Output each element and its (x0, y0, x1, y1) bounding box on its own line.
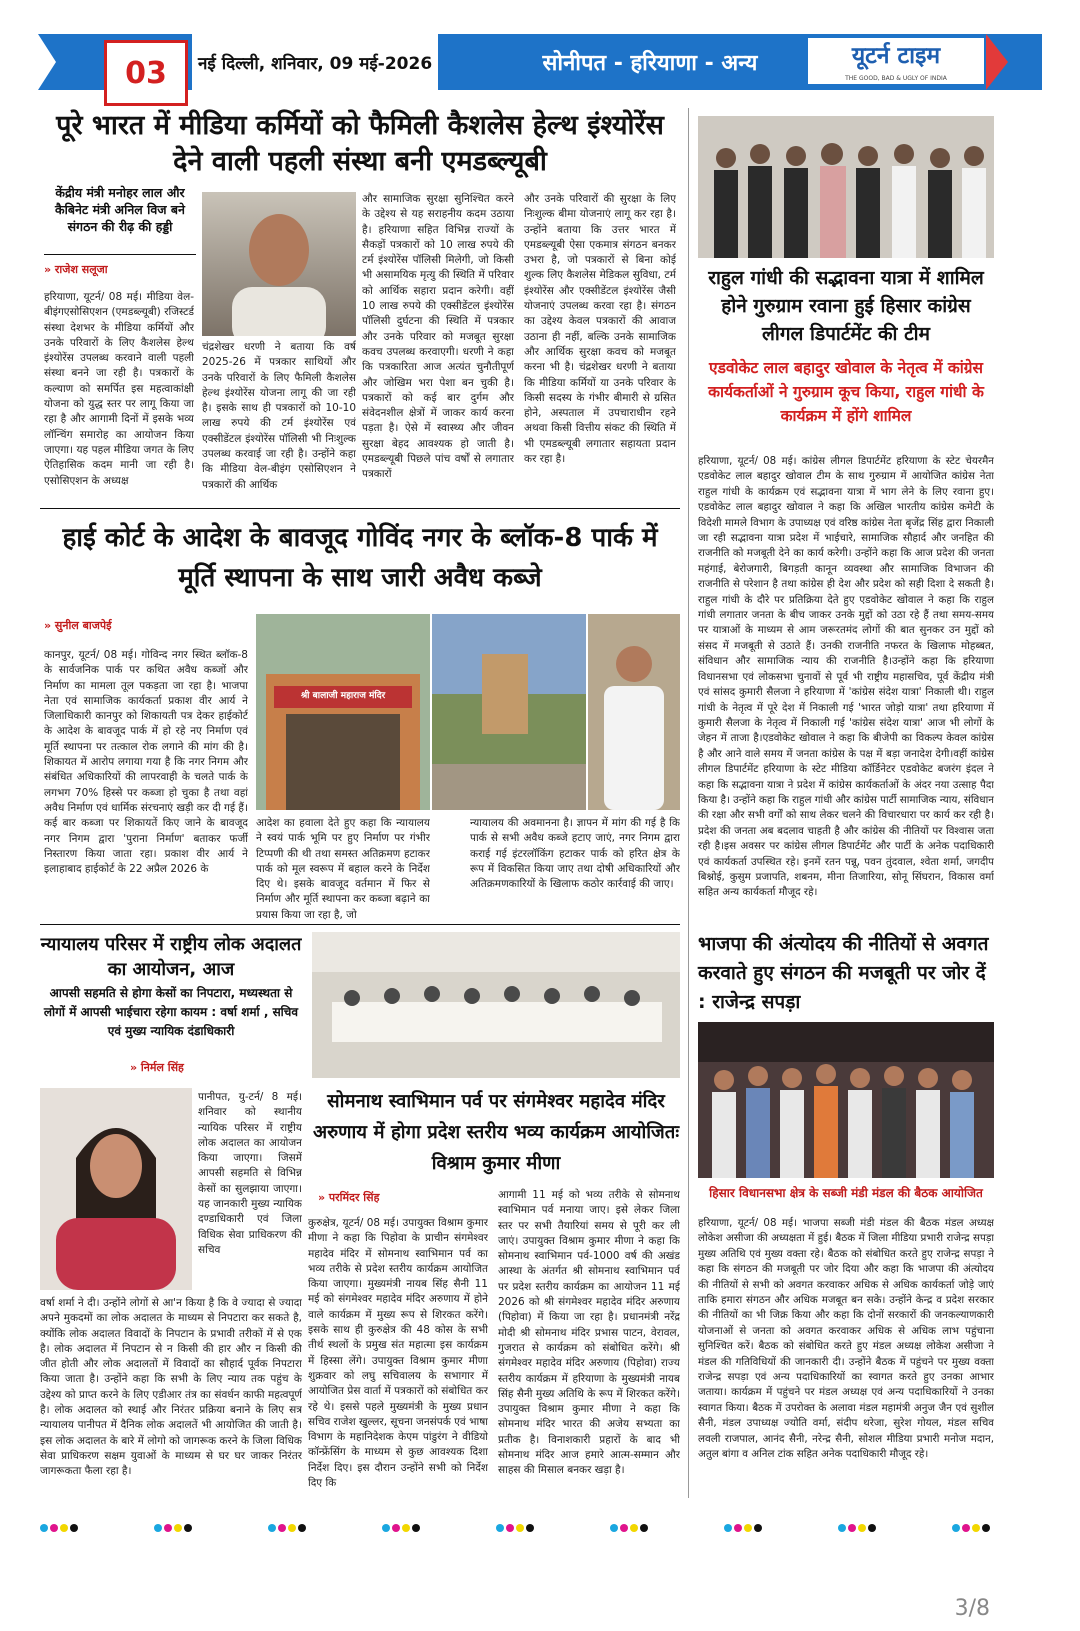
story5-photo (312, 932, 680, 1078)
story6-body: हरियाणा, यूटर्न/ 08 मई। भाजपा सब्जी मंडी मंडल की बैठक मंडल अध्यक्ष लोकेश असीजा की अध्यक्षता में हुई। बैठक में जिला मीडिया प्रभारी राजेन्द्र सपड़ा मुख्य अतिथि एवं मुख्य वक्ता रहे। बैठक को संबोधित करते हुए राजेन्द्र सपड़ा ने कहा कि संगठन की मजबूती पर जोर दिया और कहा कि भाजपा की अंत्योदय की नीतियों से सभी को अवगत करवाकर अधिक से अधिक कार्यकर्ता जोड़े जाएं ताकि हमारा संगठन और अधिक मजबूत बन सके। उन्होंने केन्द्र व प्रदेश सरकार की नीतियों का भी जिक्र किया और कहा कि दोनों सरकारों की जनकल्याणकारी योजनाओं से जनता को अवगत करवाकर अधिक से अधिक लाभ पहुंचाना सुनिश्चित करें। बैठक को संबोधित करते हुए मंडल अध्यक्ष लोकेश असीजा ने मंडल की गतिविधियों की जानकारी दी। उन्होंने बैठक में पहुंचने पर मुख्य वक्ता राजेन्द्र सपड़ा एवं अन्य पदाधिकारियों का स्वागत करते हुए उनका आभार जताया। कार्यक्रम में पहुंचने पर मंडल अध्यक्ष एवं अन्य पदाधिकारियों ने उनका स्वागत किया। बैठक में उपरोक्त के अलावा मंडल महामंत्री अनुज जैन एवं सुशील सैनी, मंडल उपाध्यक्ष ज्योति वर्मा, संदीप थरेजा, सुरेश गोयल, मंडल सचिव लवली राजपाल, आनंद सैनी, नरेन्द्र सैनी, सोशल मीडिया प्रभारी मनोज मदान, अतुल बांगा व अनिल टांक सहित अनेक पदाधिकारी मौजूद रहे। (698, 1217, 994, 1461)
story5-col2: आगामी 11 मई को भव्य तरीके से सोमनाथ स्वाभिमान पर्व मनाया जाए। इसे लेकर जिला स्तर पर सभी तैयारियां समय से पूरी कर ली जाएं। उपायुक्त विश्राम कुमार मीणा ने कहा कि सोमनाथ स्वाभिमान पर्व-1000 वर्ष की अखंड आस्था के अंतर्गत श्री सोमनाथ स्वाभिमान पर्व पर प्रदेश स्तरीय कार्यक्रम का आयोजन 11 मई 2026 को श्री संगमेश्वर महादेव मंदिर अरुणाय (पिहोवा) में किया जा रहा है। प्रधानमंत्री नरेंद्र मोदी श्री सोमनाथ मंदिर प्रभास पाटन, वेरावल, गुजरात से कार्यक्रम को संबोधित करेंगे। श्री संगमेश्वर महादेव मंदिर अरुणाय (पिहोवा) राज्य स्तरीय कार्यक्रम में हरियाणा के मुख्यमंत्री नायब सिंह सैनी मुख्य अतिथि के रूप में शिरकत करेंगे। उपायुक्त विश्राम कुमार मीणा ने कहा कि सोमनाथ मंदिर भारत की अजेय सभ्यता का प्रतीक है। विनाशकारी प्रहारों के बाद भी सोमनाथ मंदिर आज हमारे आत्म-सम्मान और साहस की मिसाल बनकर खड़ा है। (498, 1189, 680, 1477)
story6-photo (698, 1022, 994, 1178)
story4-subhead: आपसी सहमति से होगा केसों का निपटारा, मध्यस्थता से लोगों में आपसी भाईचारा रहेगा कायम : वर्षा शर्मा , सचिव एवं मुख्य न्यायिक दंडाधिकारी (43, 986, 299, 1038)
story4-body: वर्षा शर्मा ने दी। उन्होंने लोगों से आ'न किया है कि वे ज्यादा से ज्यादा अपने मुकदमों का लोक अदालत के माध्यम से निपटारा कर सकते है, क्योंकि लोक अदालत विवादों के निपटान के प्रभावी तरीकों में से एक है। लोक अदालत में निपटान से न किसी की हार और न किसी की जीत होती और लोक अदालतों में विवादों का सौहार्द पूर्वक निपटारा किया जाता है। उन्होंने कहा कि सभी के लिए न्याय तक पहुंच के उद्देश्य को प्राप्त करने के लिए एडीआर तंत्र का संवर्धन काफी महत्वपूर्ण है। लोक अदालत को स्थाई और निरंतर प्रक्रिया बनाने के लिए सत्र न्यायालय पानीपत में दैनिक लोक अदालतें भी आयोजित की जाती है। इस लोक अदालत के बारे में लोगो को जागरूक करने के जिला विधिक सेवा प्राधिकरण सक्षम युवाओं के माध्यम से घर घर जाकर निरंतर जागरूकता फैला रहा है। (40, 1297, 302, 1478)
masthead-arrow-right (986, 34, 1008, 90)
portrait-image (202, 192, 356, 336)
column-divider (688, 108, 689, 1498)
page-indicator: 3/8 (954, 1596, 990, 1621)
story1-headline: पूरे भारत में मीडिया कर्मियों को फैमिली कैशलेस हेल्थ इंश्योरेंस देने वाली पहली संस्था बनी एमडब्ल्यूबी (56, 110, 664, 177)
temple-gate-image (256, 614, 430, 810)
story6-headline: भाजपा की अंत्योदय की नीतियों से अवगत करवाते हुए संगठन की मजबूती पर जोर दें : राजेन्द्र सपड़ा (698, 933, 989, 1013)
story4-byline: » निर्मल सिंह (130, 1061, 184, 1074)
park-image (432, 614, 586, 810)
newspaper-logo (808, 38, 984, 84)
story2-headline: राहुल गांधी की सद्भावना यात्रा में शामिल होने गुरुग्राम रवाना हुई हिसार कांग्रेस लीगल डिपार्टमेंट की टीम (708, 267, 984, 345)
divider (40, 924, 680, 925)
divider (40, 508, 680, 509)
story3-headline: हाई कोर्ट के आदेश के बावजूद गोविंद नगर के ब्लॉक-8 पार्क में मूर्ति स्थापना के साथ जारी अवैध कब्जे (62, 523, 658, 593)
logo-tagline: THE GOOD, BAD & UGLY OF INDIA (845, 75, 947, 82)
registration-marks (38, 1520, 1042, 1534)
story3-photo-park (432, 614, 586, 810)
story2-photo (698, 116, 994, 258)
story5-col1: कुरुक्षेत्र, यूटर्न/ 08 मई। उपायुक्त विश्राम कुमार मीणा ने कहा कि पिहोवा के प्राचीन संगमेश्वर महादेव मंदिर में सोमनाथ स्वाभिमान पर्व का भव्य तरीके से प्रदेश स्तरीय कार्यक्रम आयोजित किया जाएगा। मुख्यमंत्री नायब सिंह सैनी 11 मई को संगमेश्वर महादेव मंदिर अरुणाय में होने वाले कार्यक्रम में मुख्य रूप से शिरकत करेंगे। इसके साथ ही कुरुक्षेत्र की 48 कोस के सभी तीर्थ स्थलों के प्रमुख संत महात्मा इस कार्यक्रम में हिस्सा लेंगे। उपायुक्त विश्राम कुमार मीणा शुक्रवार को लघु सचिवालय के सभागार में आयोजित प्रेस वार्ता में पत्रकारों को संबोधित कर रहे थे। इससे पहले मुख्यमंत्री के मुख्य प्रधान सचिव राजेश खुल्लर, सूचना जनसंपर्क एवं भाषा विभाग के महानिदेशक केएम पांडुरंग ने वीडियो कॉन्फ्रेंसिंग के माध्यम से कुछ आवश्यक दिशा निर्देश दिए। इस दौरान उन्होंने सभी को निर्देश दिए कि (308, 1217, 488, 1490)
page-number: 03 (104, 40, 188, 106)
story3-photo-temple (256, 614, 430, 810)
story4-photo (40, 1088, 192, 1290)
story6-caption: हिसार विधानसभा क्षेत्र के सब्जी मंडी मंडल की बैठक आयोजित (709, 1186, 983, 1200)
story2-body: हरियाणा, यूटर्न/ 08 मई। कांग्रेस लीगल डिपार्टमेंट हरियाणा के स्टेट चेयरमैन एडवोकेट लाल बहादुर खोवाल टीम के साथ गुरुग्राम में आयोजित कांग्रेस नेता राहुल गांधी के कार्यक्रम एवं सद्भावना यात्रा में भाग लेने के लिए रवाना हुए।एडवोकेट लाल बहादुर खोवाल ने कहा कि अखिल भारतीय कांग्रेस कमेटी के विदेशी मामले विभाग के उपाध्यक्ष एवं वरिष्ठ कांग्रेस नेता बृजेंद्र सिंह द्वारा निकाली जा रही सद्भावना यात्रा प्रदेश में भाईचारे, सामाजिक सौहार्द और जनहित की राजनीति को मजबूती देने का कार्य करेगी। उन्होंने कहा कि आज प्रदेश की जनता महंगाई, बेरोजगारी, बिगड़ती कानून व्यवस्था और सामाजिक विभाजन की राजनीति से परेशान है तथा कांग्रेस ही देश और प्रदेश को सही दिशा दे सकती है। राहुल गांधी के दौरे पर प्रतिक्रिया देते हुए एडवोकेट खोवाल ने कहा कि राहुल गांधी लगातार जनता के बीच जाकर उनके मुद्दों को उठा रहे हैं तथा समय-समय पर यात्राओं के माध्यम से आम जरूरतमंद लोगों की बात सुनकर उन मुद्दों को संसद में मजबूती से उठाते हैं। उनकी राजनीति नफरत के खिलाफ मोहब्बत, संविधान और सामाजिक न्याय की राजनीति है।उन्होंने कहा कि हरियाणा विधानसभा एवं लोकसभा चुनावों से पूर्व भी राष्ट्रीय महासचिव, पूर्व केंद्रीय मंत्री एवं सांसद कुमारी सैलजा ने हरियाणा में 'कांग्रेस संदेश यात्रा' निकाली थी। राहुल गांधी के नेतृत्व में पूरे देश में निकाली गई 'भारत जोड़ो यात्रा' तथा हरियाणा में कुमारी सैलजा के नेतृत्व में निकाली गई 'कांग्रेस संदेश यात्रा' आज भी लोगों के जेहन में ताजा है।एडवोकेट खोवाल ने कहा कि बीजेपी का विकल्प केवल कांग्रेस है और आने वाले समय में जनता कांग्रेस के पक्ष में बड़ा जनादेश देगी।वहीं कांग्रेस लीगल डिपार्टमेंट हरियाणा के स्टेट मीडिया कॉर्डिनेटर एडवोकेट बजरंग इंदल ने कहा कि सद्भावना यात्रा ने प्रदेश में कांग्रेस कार्यकर्ताओं के अंदर नया उत्साह पैदा किया है। उन्होंने कहा कि राहुल गांधी और कांग्रेस पार्टी सामाजिक न्याय, संविधान की रक्षा और सभी वर्गों को साथ लेकर चलने की विचारधारा पर कार्य कर रही है। प्रदेश की जनता अब बदलाव चाहती है और कांग्रेस की नीतियों पर विश्वास जता रही है।इस अवसर पर कांग्रेस लीगल डिपार्टमेंट और पार्टी के अनेक पदाधिकारी एवं कार्यकर्ता उपस्थित रहे। इनमें रतन पन्नू, पवन तुंदवाल, श्वेता शर्मा, जगदीप बिश्नोई, कुसुम प्रजापति, शबनम, मीना तिजारिया, सोनू सिंघरान, विकास वर्मा सहित अन्य कार्यकर्ता मौजूद रहे। (698, 455, 994, 899)
registration-dots-icon (38, 1521, 1042, 1535)
meeting-hall-image (312, 932, 680, 1078)
story4-headline: न्यायालय परिसर में राष्ट्रीय लोक अदालत का आयोजन, आज (40, 934, 302, 980)
group-photo-image (698, 116, 994, 258)
story1-col3: और सामाजिक सुरक्षा सुनिश्चित करने के उद्देश्य से यह सराहनीय कदम उठाया है। हरियाणा सहित विभिन्न राज्यों के सैकड़ों पत्रकारों को 10 लाख रुपये की टर्म इंश्योरेंस पॉलिसी मिलेगी, जो किसी भी असामयिक मृत्यु की स्थिति में परिवार को आर्थिक सहारा प्रदान करेगी। वहीं 10 लाख रुपये की एक्सीडेंटल इंश्योरेंस पॉलिसी दुर्घटना की स्थिति में पत्रकार और उनके परिवार को मजबूत सुरक्षा कवच उपलब्ध करवाएगी। धरणी ने कहा कि पत्रकारिता आज अत्यंत चुनौतीपूर्ण और जोखिम भरा पेशा बन चुकी है। पत्रकारों को कई बार दुर्गम और संवेदनशील क्षेत्रों में जाकर कार्य करना पड़ता है। ऐसे में स्वास्थ्य और जीवन सुरक्षा बेहद आवश्यक हो जाती है। एमडब्ल्यूबी पिछले पांच वर्षों से लगातार पत्रकारों (362, 193, 514, 481)
story4-col-right: पानीपत, यु-टर्न/ 8 मई। शनिवार को स्थानीय न्यायिक परिसर में राष्ट्रीय लोक अदालत का आयोजन किया जाएगा। जिसमें आपसी सहमति से विभिन्न केसों का सुलझाया जाएगा। यह जानकारी मुख्य न्यायिक दण्डाधिकारी एवं जिला विधिक सेवा प्राधिकरण की सचिव (198, 1091, 302, 1256)
story3-photo-person (588, 614, 680, 810)
story2-subhead: एडवोकेट लाल बहादुर खोवाल के नेतृत्व में कांग्रेस कार्यकर्ताओं ने गुरुग्राम कूच किया, राहुल गांधी के कार्यक्रम में होंगे शामिल (708, 359, 984, 425)
divider (44, 254, 196, 255)
woman-portrait-image (40, 1088, 192, 1290)
story3-col1: कानपुर, यूटर्न/ 08 मई। गोविन्द नगर स्थित ब्लॉक-8 के सार्वजनिक पार्क पर कथित अवैध कब्जों और निर्माण का मामला तूल पकड़ता जा रहा है। भाजपा नेता एवं सामाजिक कार्यकर्ता प्रकाश वीर आर्य ने जिलाधिकारी कानपुर को शिकायती पत्र देकर हाईकोर्ट के आदेश के बावजूद पार्क में हो रहे नए निर्माण एवं मूर्ति स्थापना पर तत्काल रोक लगाने की मांग की है। शिकायत में आरोप लगाया गया है कि नगर निगम और संबंधित अधिकारियों की लापरवाही के चलते पार्क के लगभग 70% हिस्से पर कब्जा हो चुका है तथा वहां अवैध निर्माण एवं धार्मिक संरचनाएं खड़ी कर दी गई हैं। कई बार कब्जा पर शिकायतें किए जाने के बावजूद नगर निगम द्वारा 'पुराना निर्माण' बताकर फर्जी निस्तारण किया जाता रहा। प्रकाश वीर आर्य ने इलाहाबाद हाईकोर्ट के 22 अप्रैल 2026 के (44, 649, 248, 876)
story1-col4: और उनके परिवारों की सुरक्षा के लिए निःशुल्क बीमा योजनाएं लागू कर रहा है। उन्होंने बताया कि उत्तर भारत में एमडब्ल्यूबी ऐसा एकमात्र संगठन बनकर उभरा है, जो पत्रकारों से बिना कोई शुल्क लिए कैशलेस मेडिकल सुविधा, टर्म इंश्योरेंस और एक्सीडेंटल इंश्योरेंस जैसी योजनाएं उपलब्ध करवा रहा है। संगठन का उद्देश्य केवल पत्रकारों की आवाज उठाना ही नहीं, बल्कि उनके सामाजिक और आर्थिक सुरक्षा कवच को मजबूत करना भी है। चंद्रशेखर धरणी ने बताया कि मीडिया कर्मियों या उनके परिवार के किसी सदस्य के गंभीर बीमारी से ग्रसित होने, अस्पताल में उपचाराधीन रहने अथवा किसी वित्तीय संकट की स्थिति में भी एमडब्ल्यूबी लगातार सहायता प्रदान कर रहा है। (524, 193, 676, 466)
party-meeting-image (698, 1022, 994, 1178)
story1-col1: हरियाणा, यूटर्न/ 08 मई। मीडिया वेल-बीइंगएसोसिएशन (एमडब्ल्यूबी) रजिस्टर्ड संस्था देशभर के मीडिया कर्मियों और उनके परिवारों के लिए कैशलेस हेल्थ इंश्योरेंस उपलब्ध करवाने वाली पहली संस्था बनने जा रही है। पत्रकारों के कल्याण को समर्पित इस महत्वाकांक्षी योजना को युद्ध स्तर पर लागू किया जा रहा है और आगामी दिनों में इसके भव्य लॉन्चिंग समारोह का आयोजन किया जाएगा। यह पहल मीडिया जगत के लिए ऐतिहासिक कदम मानी जा रही है। एसोसिएशन के अध्यक्ष (44, 291, 194, 487)
dateline: नई दिल्ली, शनिवार, 09 मई-2026 (192, 34, 438, 90)
story1-photo (202, 192, 356, 336)
story5-byline: » परमिंदर सिंह (318, 1191, 380, 1204)
temple-sign: श्री बालाजी महाराज मंदिर (300, 691, 386, 701)
story1-subhead: केंद्रीय मंत्री मनोहर लाल और कैबिनेट मंत्री अनिल विज बने संगठन की रीढ़ की हड्डी (55, 185, 185, 234)
story1-byline: » राजेश सलूजा (44, 263, 108, 276)
section-title: सोनीपत - हरियाणा - अन्य (542, 51, 758, 76)
story3-col3: न्यायालय की अवमानना है। ज्ञापन में मांग की गई है कि पार्क से सभी अवैध कब्जे हटाए जाएं, नगर निगम द्वारा कराई गई इंटरलॉकिंग हटाकर पार्क को हरित क्षेत्र के रूप में विकसित किया जाए तथा दोषी अधिकारियों और अतिक्रमणकारियों के खिलाफ कठोर कार्रवाई की जाए। (470, 817, 680, 891)
masthead-arrow-left (38, 34, 56, 90)
logo-text: यूटर्न टाइम (851, 42, 941, 69)
story5-headline: सोमनाथ स्वाभिमान पर्व पर संगमेश्वर महादेव मंदिर अरुणाय में होगा प्रदेश स्तरीय भव्य कार्यक्रम आयोजितः विश्राम कुमार मीणा (312, 1091, 680, 1174)
man-portrait-image (588, 614, 680, 810)
story1-col2: चंद्रशेखर धरणी ने बताया कि वर्ष 2025-26 में पत्रकार साथियों और उनके परिवारों के लिए फैमिली कैशलेस हेल्थ इंश्योरेंस योजना लागू की जा रही है। इसके साथ ही पत्रकारों को 10-10 लाख रुपये की टर्म इंश्योरेंस एवं एक्सीडेंटल इंश्योरेंस पॉलिसी भी निःशुल्क उपलब्ध करवाई जा रही है। उन्होंने कहा कि मीडिया वेल-बीइंग एसोसिएशन ने पत्रकारों की आर्थिक (202, 341, 356, 491)
story3-col2: आदेश का हवाला देते हुए कहा कि न्यायालय ने स्वयं पार्क भूमि पर हुए निर्माण पर गंभीर टिप्पणी की थी तथा समस्त अतिक्रमण हटाकर पार्क को मूल स्वरूप में बहाल करने के निर्देश दिए थे। इसके बावजूद वर्तमान में फिर से निर्माण और मूर्ति स्थापना कर कब्जा बढ़ाने का प्रयास किया जा रहा है, जो (256, 817, 430, 920)
story3-byline: » सुनील बाजपेई (44, 619, 112, 632)
